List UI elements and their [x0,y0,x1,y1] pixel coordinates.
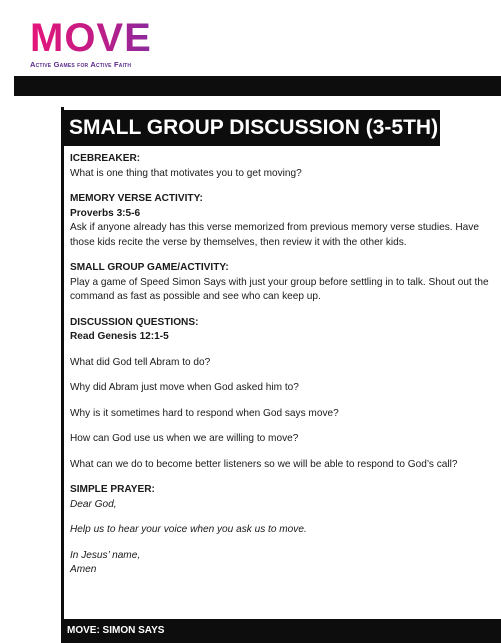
discussion-question: What did God tell Abram to do? [70,356,211,368]
discussion-question: What can we do to become better listeners so we will be able to respond to God’s call? [70,458,458,470]
discussion-reading: Read Genesis 12:1-5 [70,331,169,342]
memory-verse-reference: Proverbs 3:5-6 [70,207,141,219]
prayer-amen: Amen [70,564,97,575]
prayer-closing: In Jesus’ name, [70,549,141,561]
move-logo [30,18,152,69]
footer-bar: MOVE: SIMON SAYS [61,619,501,643]
discussion-question: Why is it sometimes hard to respond when God says move? [70,407,339,419]
header-bar [14,76,501,96]
memory-verse-heading: MEMORY VERSE ACTIVITY: [70,193,203,204]
game-section [70,261,490,305]
discussion-question: Why did Abram just move when God asked him to? [70,382,299,393]
game-text: Play a game of Speed Simon Says with just your group before settling in to talk. Shout out the command as fast as possible and see who can keep up. [70,276,489,302]
icebreaker-text: What is one thing that motivates you to get moving? [70,167,302,179]
discussion-content [70,152,490,578]
logo-tagline: Active Games for Active Faith [30,60,132,69]
icebreaker-heading: ICEBREAKER: [70,153,141,164]
memory-verse-text: Ask if anyone already has this verse memorized from previous memory verse studies. Have those kids recite the verse by themselves, then review it with the other kids. [70,222,479,248]
discussion-heading: DISCUSSION QUESTIONS: [70,316,199,328]
left-rule-divider [61,107,64,643]
prayer-salutation: Dear God, [70,498,117,510]
icebreaker-section [70,152,490,181]
discussion-question: How can God use us when we are willing to move? [70,433,299,444]
page-title: SMALL GROUP DISCUSSION (3-5TH) [61,110,440,146]
logo-wordmark: MOVE [30,16,152,60]
memory-verse-section [70,192,490,250]
discussion-section [70,316,490,473]
prayer-heading: SIMPLE PRAYER: [70,484,155,495]
prayer-body: Help us to hear your voice when you ask us to move. [70,524,307,535]
game-heading: SMALL GROUP GAME/ACTIVITY: [70,262,229,273]
prayer-section [70,483,490,578]
